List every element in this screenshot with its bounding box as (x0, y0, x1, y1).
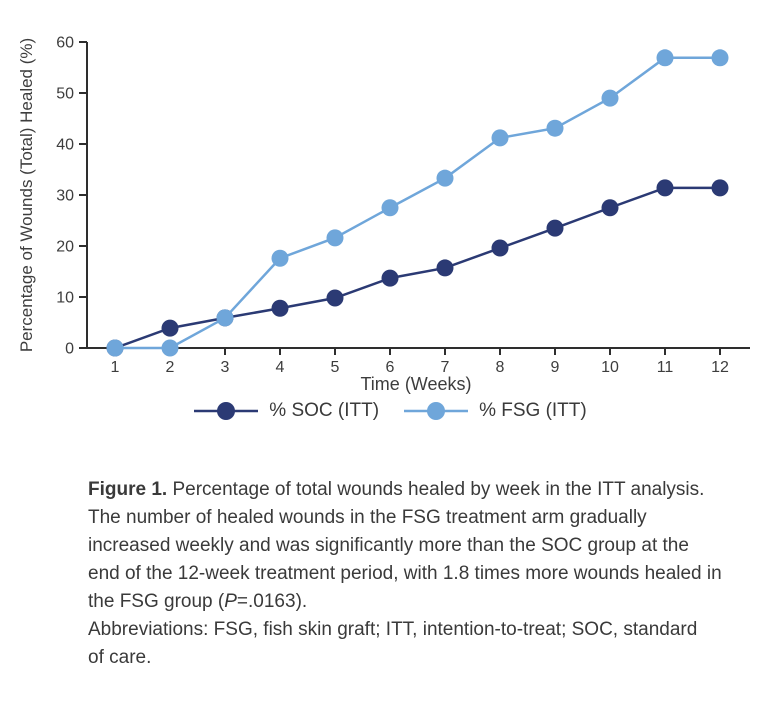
y-tick-label: 30 (56, 187, 74, 205)
fsg-data-point (382, 199, 399, 216)
soc-data-point (657, 179, 674, 196)
data-series (107, 49, 729, 356)
soc-data-point (382, 270, 399, 287)
fsg-data-point (437, 170, 454, 187)
x-tick-label: 10 (601, 359, 619, 376)
x-tick-label: 5 (330, 359, 340, 376)
x-tick-label: 8 (495, 359, 505, 376)
caption-line: end of the 12-week treatment period, with 1.8 times more wounds healed in (88, 563, 722, 584)
soc-data-point (547, 220, 564, 237)
y-tick-label: 0 (65, 340, 74, 358)
x-axis-title: Time (Weeks) (360, 374, 472, 394)
legend-label-soc: % SOC (ITT) (269, 400, 380, 421)
fsg-series-line (115, 58, 720, 348)
caption-line: increased weekly and was significantly more than the SOC group at the (88, 535, 689, 556)
soc-data-point (712, 179, 729, 196)
y-axis-ticks (56, 35, 87, 358)
soc-data-point (162, 320, 179, 337)
y-tick-label: 10 (56, 289, 74, 307)
fsg-data-point (327, 229, 344, 246)
soc-data-point (327, 290, 344, 307)
soc-data-point (602, 199, 619, 216)
y-tick-label: 40 (56, 136, 74, 154)
fsg-data-point (657, 49, 674, 66)
fsg-data-point (712, 49, 729, 66)
y-tick-label: 50 (56, 85, 74, 103)
y-tick-label: 60 (56, 34, 74, 52)
x-axis-ticks (111, 348, 729, 376)
y-axis-title: Percentage of Wounds (Total) Healed (%) (17, 37, 36, 353)
figure-label: Figure 1. (88, 479, 168, 500)
x-tick-label: 9 (550, 359, 560, 376)
fsg-data-point (107, 340, 124, 357)
caption-abbreviations: of care. (88, 647, 152, 668)
caption-line: the FSG group (P=.0163). (88, 591, 308, 612)
x-tick-label: 3 (220, 359, 230, 376)
fsg-data-point (162, 340, 179, 357)
soc-data-point (437, 259, 454, 276)
p-value-symbol: P (224, 591, 237, 612)
legend-label-fsg: % FSG (ITT) (479, 400, 587, 421)
figure-caption (88, 476, 750, 672)
x-tick-label: 1 (110, 359, 120, 376)
fsg-data-point (272, 250, 289, 267)
caption-line: Figure 1. Percentage of total wounds healed by week in the ITT analysis. (88, 479, 705, 500)
x-tick-label: 7 (440, 359, 450, 376)
soc-legend-marker-icon (193, 399, 259, 423)
caption-line: The number of healed wounds in the FSG treatment arm gradually (88, 507, 647, 528)
fsg-data-point (547, 120, 564, 137)
fsg-data-point (602, 90, 619, 107)
x-tick-label: 12 (711, 359, 729, 376)
y-tick-label: 20 (56, 238, 74, 256)
chart-legend (0, 396, 780, 426)
x-tick-label: 2 (165, 359, 175, 376)
fsg-data-point (217, 309, 234, 326)
legend-item-soc (193, 399, 379, 423)
soc-data-point (272, 300, 289, 317)
fsg-legend-marker-icon (403, 399, 469, 423)
soc-data-point (492, 240, 509, 257)
caption-abbreviations: Abbreviations: FSG, fish skin graft; ITT, intention-to-treat; SOC, standard (88, 619, 698, 640)
axes (87, 42, 750, 348)
legend-item-fsg (403, 399, 587, 423)
fsg-data-point (492, 129, 509, 146)
soc-series-line (115, 188, 720, 348)
x-tick-label: 4 (275, 359, 285, 376)
x-tick-label: 6 (385, 359, 395, 376)
x-tick-label: 11 (656, 359, 674, 376)
